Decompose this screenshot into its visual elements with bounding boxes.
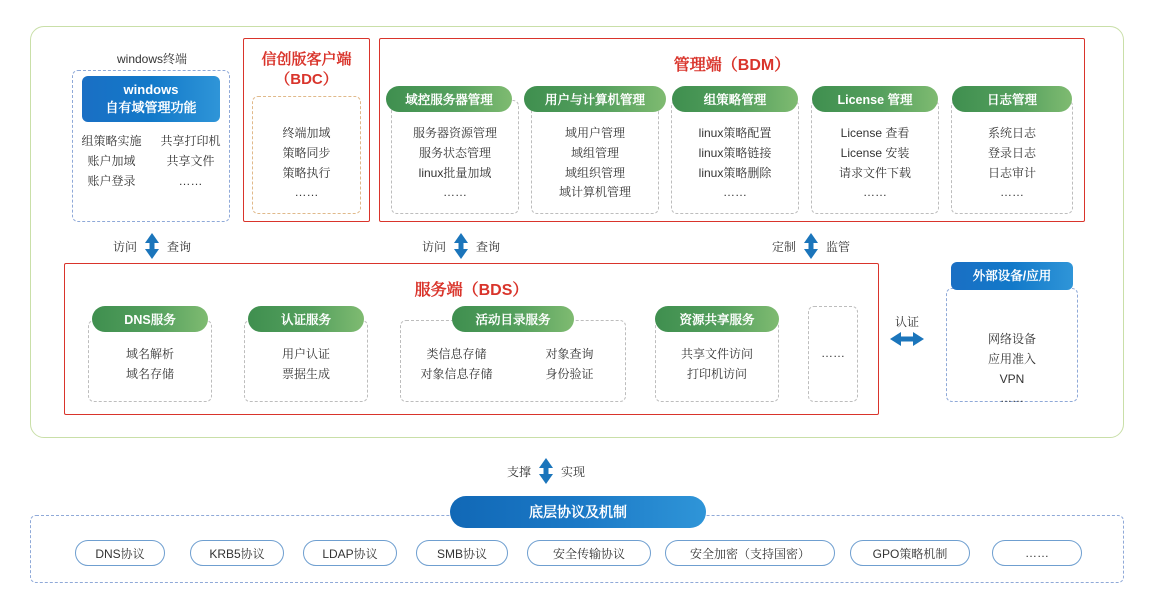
- list-item: License 查看: [840, 126, 910, 140]
- bdm-module-header-2[interactable]: 用户与计算机管理: [524, 86, 666, 112]
- bdm-module-header-5[interactable]: 日志管理: [952, 86, 1072, 112]
- list-item: 打印机访问: [686, 366, 747, 381]
- connector-middle: [422, 233, 500, 259]
- bdm-module-items-1: [391, 124, 519, 203]
- bds-module-header-4[interactable]: 资源共享服务: [655, 306, 779, 332]
- protocol-chip-krb5[interactable]: KRB5协议: [190, 540, 284, 566]
- list-item: 账户登录: [87, 173, 136, 188]
- list-item: 票据生成: [281, 366, 330, 381]
- bds-module-header-1[interactable]: DNS服务: [92, 306, 208, 332]
- external-devices-items: [946, 330, 1078, 409]
- list-item: ……: [443, 185, 467, 200]
- list-item: 网络设备: [987, 332, 1036, 346]
- windows-client-items-right: [151, 132, 230, 191]
- list-item: 身份验证: [545, 366, 594, 381]
- bdc-title-line2: （BDC）: [275, 71, 338, 88]
- double-arrow-vertical-icon: [145, 233, 159, 259]
- bdc-items: [252, 124, 361, 203]
- list-item: linux策略删除: [698, 165, 772, 180]
- protocol-chip-smb[interactable]: SMB协议: [416, 540, 508, 566]
- list-item: 域名存储: [125, 366, 174, 381]
- bdm-module-header-4[interactable]: License 管理: [812, 86, 938, 112]
- windows-client-header-label: windows终端: [116, 52, 188, 66]
- list-item: 共享文件访问: [680, 347, 753, 361]
- connector-right-label-b: 监管: [826, 239, 851, 254]
- protocol-chip-encryption[interactable]: 安全加密（支持国密）: [665, 540, 835, 566]
- bdm-module-header-1[interactable]: 域控服务器管理: [386, 86, 512, 112]
- protocol-banner[interactable]: 底层协议及机制: [450, 496, 706, 528]
- list-item: 策略同步: [282, 145, 331, 160]
- list-item: 服务器资源管理: [412, 126, 497, 140]
- list-item: ……: [723, 185, 747, 200]
- double-arrow-vertical-icon: [454, 233, 468, 259]
- windows-client-pill-line1: windows: [123, 82, 179, 98]
- connector-right-label-a: 定制: [772, 239, 797, 254]
- double-arrow-horizontal-icon: [890, 332, 924, 346]
- windows-client-pill[interactable]: [82, 76, 220, 122]
- list-item: linux批量加域: [418, 165, 492, 180]
- list-item: ……: [1000, 185, 1024, 200]
- protocol-chip-dns[interactable]: DNS协议: [75, 540, 165, 566]
- list-item: 域组织管理: [564, 165, 625, 180]
- list-item: VPN: [999, 371, 1025, 386]
- list-item: 域组管理: [570, 145, 619, 160]
- list-item: 系统日志: [987, 126, 1036, 140]
- connector-bottom: [507, 458, 585, 484]
- bds-module-items-3-right: [513, 345, 626, 385]
- protocol-chip-more[interactable]: ……: [992, 540, 1082, 566]
- connector-external-label: 认证: [894, 315, 919, 329]
- list-item: ……: [863, 185, 887, 200]
- bds-module-more-label: ……: [821, 346, 845, 360]
- list-item: 登录日志: [987, 145, 1036, 160]
- list-item: 对象信息存储: [420, 366, 493, 381]
- bdm-module-items-4: [811, 124, 939, 203]
- connector-middle-label-b: 查询: [476, 239, 501, 254]
- connector-external: [890, 313, 924, 346]
- list-item: linux策略链接: [698, 145, 772, 160]
- list-item: 策略执行: [282, 165, 331, 180]
- bdm-module-items-3: [671, 124, 799, 203]
- bdm-module-items-2: [531, 124, 659, 203]
- list-item: 域用户管理: [564, 126, 625, 140]
- bdm-title: 管理端（BDM）: [673, 57, 791, 74]
- protocol-chip-ldap[interactable]: LDAP协议: [303, 540, 397, 566]
- connector-left-label-b: 查询: [167, 239, 192, 254]
- bds-module-items-1: [88, 345, 212, 385]
- bdc-title-line1: 信创版客户端: [261, 51, 352, 68]
- connector-bottom-label-a: 支撑: [507, 464, 532, 479]
- double-arrow-vertical-icon: [539, 458, 553, 484]
- list-item: ……: [178, 173, 203, 188]
- windows-client-pill-line2: 自有域管理功能: [105, 100, 197, 115]
- connector-middle-label-a: 访问: [422, 239, 447, 254]
- list-item: 组策略实施: [81, 134, 142, 148]
- list-item: 共享打印机: [160, 134, 221, 148]
- bds-module-header-3[interactable]: 活动目录服务: [452, 306, 574, 332]
- list-item: 共享文件: [166, 153, 215, 168]
- list-item: 请求文件下载: [838, 165, 911, 180]
- list-item: 终端加域: [282, 126, 331, 140]
- list-item: ……: [294, 185, 319, 200]
- bds-title: 服务端（BDS）: [414, 282, 529, 299]
- list-item: 用户认证: [281, 347, 330, 361]
- bds-module-items-3-left: [400, 345, 513, 385]
- connector-left: [113, 233, 191, 259]
- list-item: 应用准入: [987, 351, 1036, 366]
- bds-module-header-2[interactable]: 认证服务: [248, 306, 364, 332]
- connector-right: [772, 233, 850, 259]
- list-item: License 安装: [840, 145, 910, 160]
- list-item: 日志审计: [987, 165, 1036, 180]
- bds-module-items-2: [244, 345, 368, 385]
- windows-client-items: [72, 132, 230, 191]
- double-arrow-vertical-icon: [804, 233, 818, 259]
- bdm-module-header-3[interactable]: 组策略管理: [672, 86, 798, 112]
- list-item: 域计算机管理: [558, 185, 631, 200]
- list-item: 类信息存储: [426, 347, 487, 361]
- list-item: 账户加域: [87, 153, 136, 168]
- list-item: 服务状态管理: [418, 145, 491, 160]
- bdm-module-items-5: [951, 124, 1073, 203]
- connector-left-label-a: 访问: [113, 239, 138, 254]
- list-item: 对象查询: [545, 347, 594, 361]
- list-item: linux策略配置: [698, 126, 772, 140]
- external-devices-header[interactable]: 外部设备/应用: [951, 262, 1073, 290]
- windows-client-items-left: [72, 132, 151, 191]
- list-item: 域名解析: [125, 347, 174, 361]
- protocol-chip-gpo[interactable]: GPO策略机制: [850, 540, 970, 566]
- protocol-chip-secure-transport[interactable]: 安全传输协议: [527, 540, 651, 566]
- connector-bottom-label-b: 实现: [561, 464, 586, 479]
- bds-module-items-3: [400, 345, 626, 385]
- list-item: ……: [1000, 391, 1024, 406]
- bds-module-items-4: [655, 345, 779, 385]
